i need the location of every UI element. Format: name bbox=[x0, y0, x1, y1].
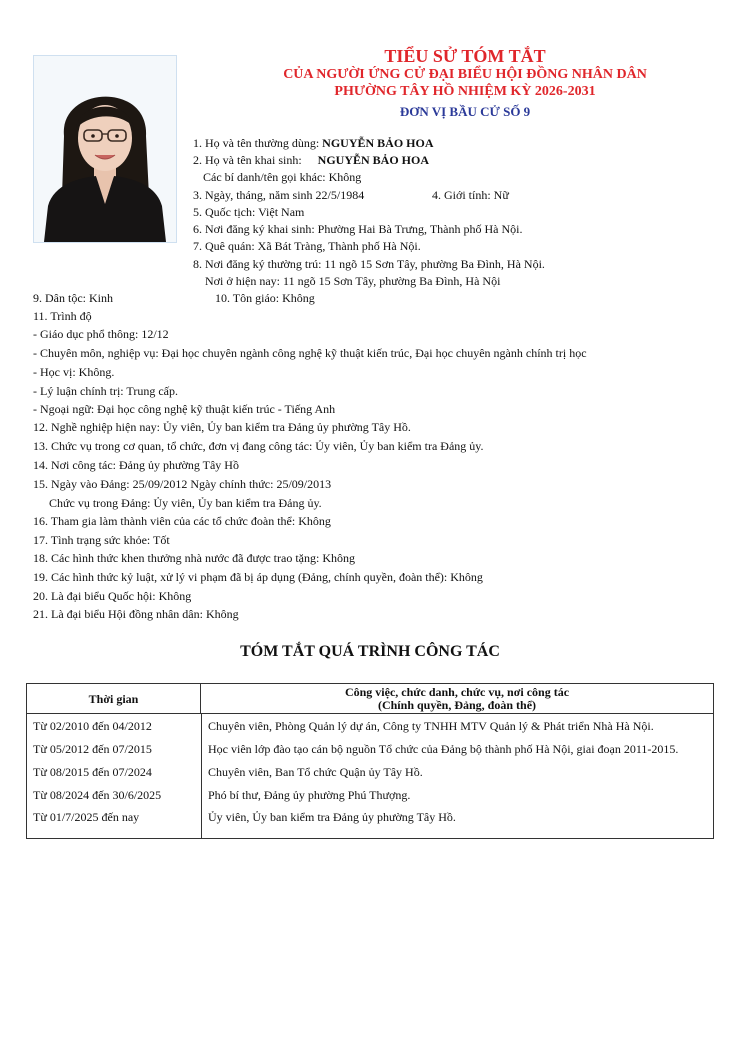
birth-name-value: NGUYỄN BẢO HOA bbox=[317, 153, 429, 167]
discipline-line: 19. Các hình thức kỷ luật, xử lý vi phạm đã bị áp dụng (Đảng, chính quyền, đoàn thể): Không bbox=[33, 570, 483, 584]
column-divider bbox=[201, 714, 202, 838]
aliases-line: Các bí danh/tên gọi khác: Không bbox=[203, 170, 362, 184]
row-job: Ủy viên, Ủy ban kiểm tra Đảng ủy phường Tây Hồ. bbox=[208, 810, 456, 824]
job-column-header bbox=[201, 684, 713, 714]
permanent-residence-line: 8. Nơi đăng ký thường trú: 11 ngõ 15 Sơn Tây, phường Ba Đình, Hà Nội. bbox=[193, 257, 545, 271]
current-residence-line: Nơi ở hiện nay: 11 ngõ 15 Sơn Tây, phường Ba Đình, Hà Nội bbox=[205, 274, 501, 288]
row-job: Học viên lớp đào tạo cán bộ nguồn Tổ chức của Đảng bộ thành phố Hà Nội, giai đoạn 2011-2015. bbox=[208, 742, 679, 756]
work-history-table bbox=[26, 683, 714, 839]
row-job: Chuyên viên, Phòng Quản lý dự án, Công ty TNHH MTV Quản lý & Phát triển Nhà Hà Nội. bbox=[208, 719, 654, 733]
row-time: Từ 01/7/2025 đến nay bbox=[33, 810, 140, 824]
party-position-line: Chức vụ trong Đảng: Ủy viên, Ủy ban kiểm tra Đảng ủy. bbox=[49, 496, 322, 510]
common-name-label: 1. Họ và tên thường dùng: bbox=[193, 136, 323, 150]
row-time: Từ 08/2024 đến 30/6/2025 bbox=[33, 788, 162, 802]
nationality-line: 5. Quốc tịch: Việt Nam bbox=[193, 205, 305, 219]
document-term: PHƯỜNG TÂY HỒ NHIỆM KỲ 2026-2031 bbox=[334, 84, 596, 99]
awards-line: 18. Các hình thức khen thưởng nhà nước đã được trao tặng: Không bbox=[33, 551, 355, 565]
education-heading: 11. Trình độ bbox=[33, 309, 92, 323]
position-line: 13. Chức vụ trong cơ quan, tổ chức, đơn vị đang công tác: Ủy viên, Ủy ban kiểm tra Đảng ủy. bbox=[33, 439, 484, 453]
birth-registration-line: 6. Nơi đăng ký khai sinh: Phường Hai Bà Trưng, Thành phố Hà Nội. bbox=[193, 222, 523, 236]
mass-organizations-line: 16. Tham gia làm thành viên của các tổ chức đoàn thể: Không bbox=[33, 514, 331, 528]
birth-date-line: 3. Ngày, tháng, năm sinh 22/5/1984 bbox=[193, 188, 365, 202]
ethnicity-line: 9. Dân tộc: Kinh bbox=[33, 291, 113, 305]
time-column-header: Thời gian bbox=[27, 684, 201, 714]
common-name-line bbox=[193, 136, 434, 151]
specialization-line: - Chuyên môn, nghiệp vụ: Đại học chuyên ngành công nghệ kỹ thuật kiến trúc, Đại học chuyên ngành chính trị học bbox=[33, 346, 587, 360]
row-job: Phó bí thư, Đảng ủy phường Phú Thượng. bbox=[208, 788, 411, 802]
electoral-unit: ĐƠN VỊ BẦU CỬ SỐ 9 bbox=[399, 104, 531, 119]
document-subtitle: CỦA NGƯỜI ỨNG CỬ ĐẠI BIỂU HỘI ĐỒNG NHÂN DÂN bbox=[283, 67, 647, 82]
gender-line: 4. Giới tính: Nữ bbox=[432, 188, 509, 202]
row-time: Từ 02/2010 đến 04/2012 bbox=[33, 719, 152, 733]
party-admission-line: 15. Ngày vào Đảng: 25/09/2012 Ngày chính thức: 25/09/2013 bbox=[33, 477, 332, 491]
row-time: Từ 05/2012 đến 07/2015 bbox=[33, 742, 152, 756]
health-line: 17. Tình trạng sức khỏe: Tốt bbox=[33, 533, 170, 547]
peoples-council-line: 21. Là đại biểu Hội đồng nhân dân: Không bbox=[33, 607, 239, 621]
workplace-line: 14. Nơi công tác: Đảng ủy phường Tây Hồ bbox=[33, 458, 239, 472]
national-assembly-line: 20. Là đại biểu Quốc hội: Không bbox=[33, 589, 192, 603]
birth-name-line bbox=[193, 153, 429, 168]
common-name-value: NGUYỄN BẢO HOA bbox=[322, 136, 434, 150]
foreign-language-line: - Ngoại ngữ: Đại học công nghệ kỹ thuật kiến trúc - Tiếng Anh bbox=[33, 402, 336, 416]
job-column-header-line1: Công việc, chức danh, chức vụ, nơi công tác bbox=[344, 685, 570, 699]
hometown-line: 7. Quê quán: Xã Bát Tràng, Thành phố Hà Nội. bbox=[193, 239, 421, 253]
general-education-line: - Giáo dục phổ thông: 12/12 bbox=[33, 327, 169, 341]
document-title: TIỂU SỬ TÓM TẮT bbox=[384, 46, 546, 66]
job-column-header-line2: (Chính quyền, Đảng, đoàn thể) bbox=[377, 698, 537, 712]
birth-name-label: 2. Họ và tên khai sinh: bbox=[193, 153, 302, 167]
portrait-image bbox=[34, 56, 176, 242]
religion-line: 10. Tôn giáo: Không bbox=[215, 291, 315, 305]
political-theory-line: - Lý luận chính trị: Trung cấp. bbox=[33, 384, 178, 398]
candidate-portrait bbox=[33, 55, 177, 243]
academic-degree-line: - Học vị: Không. bbox=[33, 365, 115, 379]
row-job: Chuyên viên, Ban Tổ chức Quận ủy Tây Hồ. bbox=[208, 765, 423, 779]
row-time: Từ 08/2015 đến 07/2024 bbox=[33, 765, 152, 779]
work-history-title: TÓM TẮT QUÁ TRÌNH CÔNG TÁC bbox=[240, 643, 500, 660]
occupation-line: 12. Nghề nghiệp hiện nay: Ủy viên, Ủy ban kiểm tra Đảng ủy phường Tây Hồ. bbox=[33, 420, 411, 434]
